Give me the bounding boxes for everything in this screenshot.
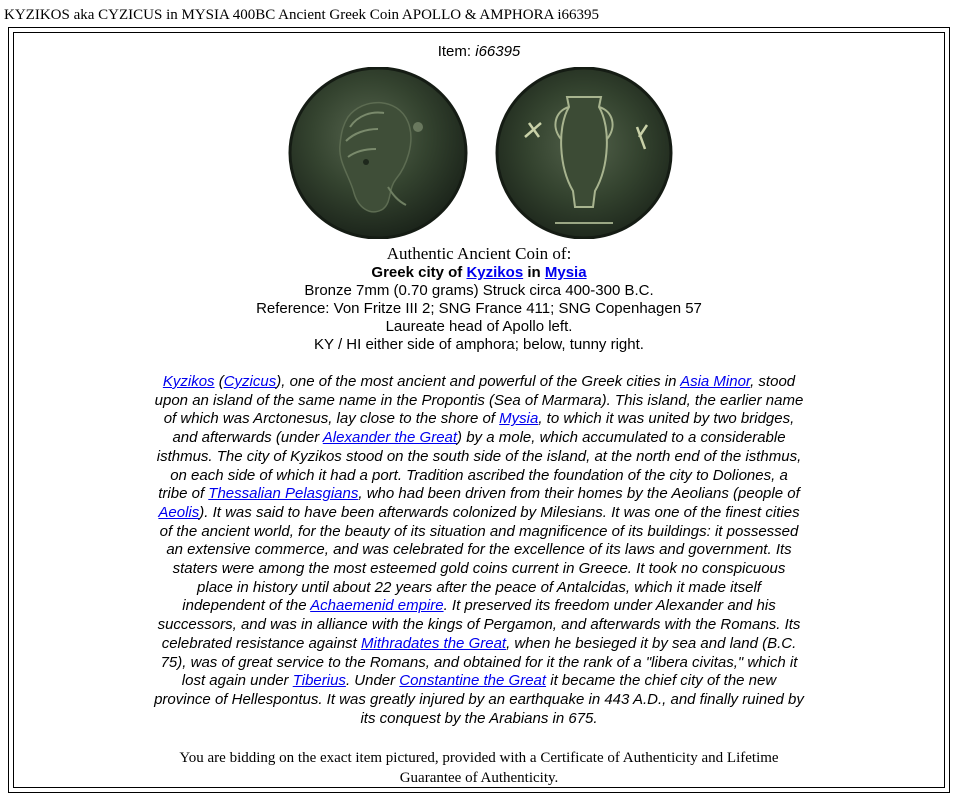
item-label: Item: <box>437 43 472 60</box>
kyzikos-history-link[interactable]: Kyzikos <box>162 373 215 390</box>
desc-text: , who had been driven from their homes by the Aeolians (people of <box>358 485 800 503</box>
detail-line: Bronze 7mm (0.70 grams) Struck circa 400-300 B.C. <box>304 282 654 299</box>
tiberius-link[interactable]: Tiberius <box>292 672 346 690</box>
coin-images <box>13 67 945 239</box>
thessalian-pelasgians-link[interactable]: Thessalian Pelasgians <box>208 485 359 503</box>
history-description <box>154 373 804 728</box>
kyzikos-link[interactable]: Kyzikos <box>466 264 524 281</box>
cyzicus-link[interactable]: Cyzicus <box>223 373 277 390</box>
mithradates-link[interactable]: Mithradates the Great <box>361 634 507 652</box>
desc-text: , when he besieged it by sea and land (B.C. 75), was of great service to the Romans, and obtained for it the rank of a "libera civitas," which it lost again under <box>160 634 798 690</box>
desc-text: ) by a mole, which accumulated to a considerable isthmus. The city of Kyzikos stood on the south side of the island, at the north end of the isthmus, on each side of which it had a port. Tradition ascribed the foundation of the city to Doliones, a tribe of <box>156 429 802 503</box>
desc-text: ). It was said to have been afterwards colonized by Milesians. It was one of the finest cities of the ancient world, for the beauty of its situation and magnificence of its buildings: it possessed an extensive commerce, and was celebrated for the excellence of its laws and government. Its staters were among the most esteemed gold coins current in Greece. It took no conspicuous place in history until about 22 years after the peace of Antalcidas, which it made itself independent of the <box>159 503 800 615</box>
constantine-link[interactable]: Constantine the Great <box>399 672 547 690</box>
desc-text: , to which it was united by two bridges, and afterwards (under <box>172 410 795 447</box>
desc-text: , stood upon an island of the same name in the Propontis (Sea of Marmara). This island, the earlier name of which was Arctonesus, lay close to the shore of <box>154 373 804 428</box>
item-number <box>13 43 945 61</box>
city-prefix: Greek city of <box>371 264 463 281</box>
city-in: in <box>527 264 541 281</box>
aeolis-link[interactable]: Aeolis <box>158 503 200 521</box>
authenticity-footer: You are bidding on the exact item pictured, provided with a Certificate of Authenticity and Lifetime Guarantee of Authenticity. <box>179 750 779 787</box>
coin-heading: Authentic Ancient Coin of: <box>386 244 572 263</box>
desc-text: ( <box>214 373 224 390</box>
asia-minor-link[interactable]: Asia Minor <box>680 373 751 390</box>
desc-text: . It preserved its freedom under Alexander and his successors, and was in alliance with the kings of Pergamon, and afterwards with the Romans. Its celebrated resistance against <box>157 597 801 652</box>
desc-text: . Under <box>345 672 400 690</box>
obverse-line: Laureate head of Apollo left. <box>385 318 573 335</box>
reference-line: Reference: Von Fritze III 2; SNG France 411; SNG Copenhagen 57 <box>256 300 702 317</box>
coin-reverse-image <box>495 67 673 239</box>
mysia-link[interactable]: Mysia <box>544 264 587 281</box>
page-title: KYZIKOS aka CYZICUS in MYSIA 400BC Ancient Greek Coin APOLLO & AMPHORA i66395 <box>4 7 600 23</box>
city-line <box>13 264 945 282</box>
desc-text: ), one of the most ancient and powerful of the Greek cities in <box>276 373 681 390</box>
desc-text: it became the chief city of the new province of Hellespontus. It was greatly injured by an earthquake in 443 A.D., and finally ruined by its conquest by the Arabians in 675. <box>154 672 804 727</box>
listing-content <box>13 32 945 788</box>
item-id: i66395 <box>475 43 521 60</box>
achaemenid-link[interactable]: Achaemenid empire <box>310 597 444 615</box>
coin-obverse-image <box>288 67 468 239</box>
alexander-link[interactable]: Alexander the Great <box>322 429 458 447</box>
reverse-line: KY / HI either side of amphora; below, tunny right. <box>314 336 644 353</box>
mysia-history-link[interactable]: Mysia <box>499 410 539 428</box>
